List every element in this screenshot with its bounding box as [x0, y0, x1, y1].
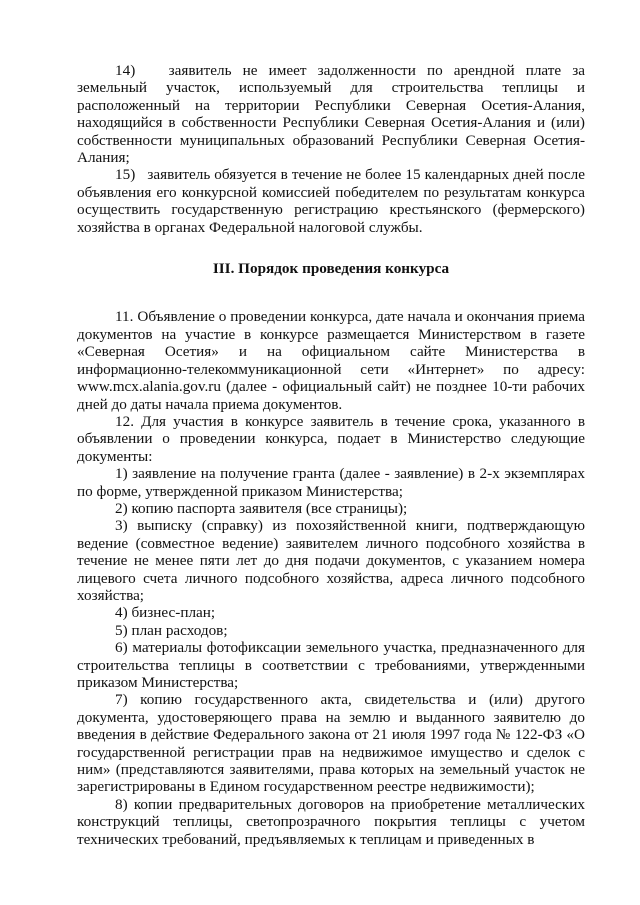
paragraph-clause-11: 11. Объявление о проведении конкурса, дате начала и окончания приема документов на участие в конкурсе размещается Министерством в газете «Северная Осетия» и на официальном сайте Министерства в информационно-телекоммуникационной сети «Интернет» по адресу: www.mcx.alania.gov.ru (далее - официальный сайт) не позднее 10-ти рабочих дней до даты начала приема документов. [77, 308, 585, 413]
paragraph-item-15: 15) заявитель обязуется в течение не более 15 календарных дней после объявления его конкурсной комиссией победителем по результатам конкурса осуществить государственную регистрацию крестьянского (фермерского) хозяйства в органах Федеральной налоговой службы. [77, 166, 585, 236]
list-item-4: 4) бизнес-план; [115, 604, 216, 622]
list-item-5: 5) план расходов; [115, 621, 228, 639]
list-item-6: 6) материалы фотофиксации земельного участка, предназначенного для строительства теплицы в соответствии с требованиями, утвержденными приказом Министерства; [77, 639, 585, 691]
paragraph-clause-12: 12. Для участия в конкурсе заявитель в течение срока, указанного в объявлении о проведении конкурса, подает в Министерство следующие документы: [77, 412, 585, 465]
section-heading: III. Порядок проведения конкурса [212, 260, 450, 278]
list-item-7: 7) копию государственного акта, свидетельства и (или) другого документа, удостоверяющего права на землю и выданного заявителю до введения в действие Федерального закона от 21 июля 1997 года № 122-ФЗ «О государственной регистрации прав на недвижимое имущество и сделок с ним» (представляются заявителями, права которых на земельный участок не зарегистрированы в Едином государственном реестре недвижимости); [77, 691, 585, 796]
list-item-8: 8) копии предварительных договоров на приобретение металлических конструкций теплицы, светопрозрачного покрытия теплицы с учетом технических требований, предъявляемых к теплицам и приведенных в [77, 795, 585, 848]
list-item-2: 2) копию паспорта заявителя (все страницы); [115, 499, 408, 517]
paragraph-item-14: 14) заявитель не имеет задолженности по арендной плате за земельный участок, используемый для строительства теплицы и расположенный на территории Республики Северная Осетия-Алания, находящийся в собственности Республики Северная Осетия-Алания и (или) собственности муниципальных образований Республики Северная Осетия-Алания; [77, 62, 585, 167]
list-item-1: 1) заявление на получение гранта (далее - заявление) в 2-х экземплярах по форме, утвержденной приказом Министерства; [77, 465, 585, 500]
list-item-3: 3) выписку (справку) из похозяйственной книги, подтверждающую ведение (совместное ведение) заявителем личного подсобного хозяйства в течение не менее пяти лет до дня подачи документов, с указанием номера лицевого счета личного подсобного хозяйства, адреса личного подсобного хозяйства; [77, 517, 585, 604]
